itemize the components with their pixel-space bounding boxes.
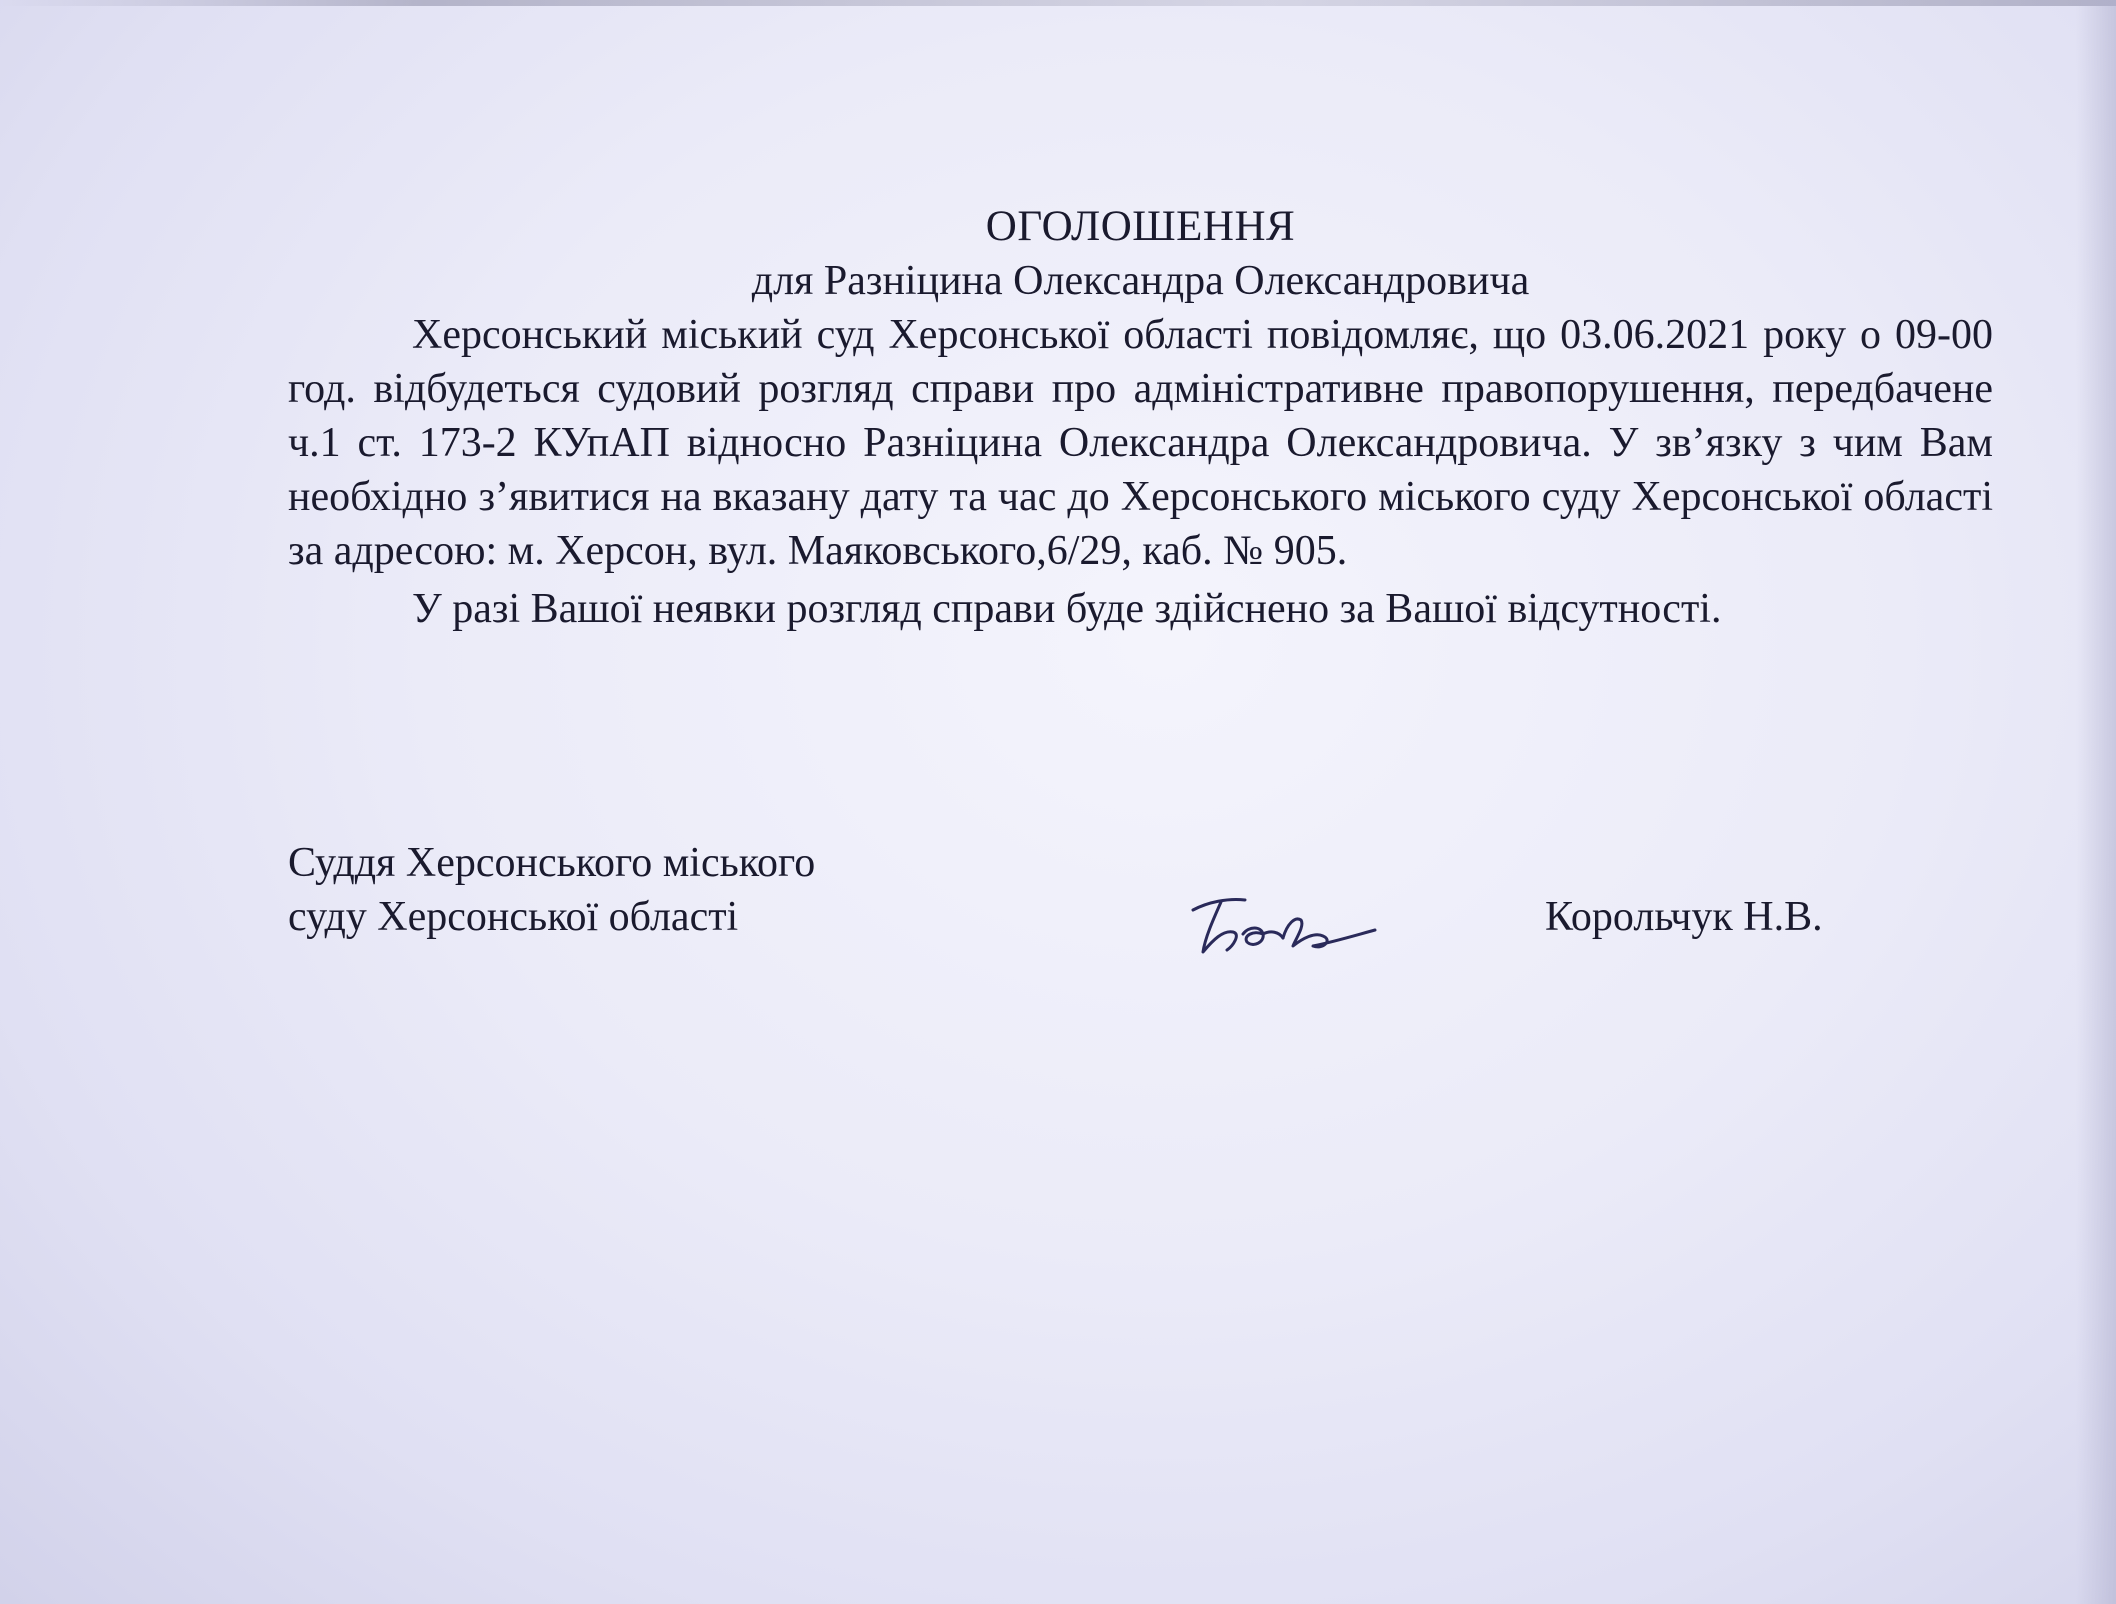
judge-role-line-2: суду Херсонської області [288, 894, 739, 940]
judge-role-line-1: Суддя Херсонського міського [288, 840, 816, 886]
signature-block [288, 836, 1993, 966]
handwritten-signature-icon [1183, 880, 1383, 970]
notice-addressee: для Разніцина Олександра Олександровича [751, 258, 1530, 304]
notice-paragraph-main: Херсонський міський суд Херсонської області повідомляє, що 03.06.2021 року о 09-00 год. відбудеться судовий розгляд справи про адміністративне правопорушення, передбачене ч.1 ст. 173-2 КУпАП відносно Разніцина Олександра Олександровича. У зв’язку з чим Вам необхідно з’явитися на вказану дату та час до Херсонського міського суду Херсонської області за адресою: м. Херсон, вул. Маяковського,6/29, каб. № 905. [288, 312, 1993, 574]
paper-right-shadow [2076, 0, 2116, 1604]
notice-document [288, 200, 1993, 636]
judge-role [288, 836, 988, 944]
paper-top-edge [0, 0, 2116, 6]
notice-paragraph-warning: У разі Вашої неявки розгляд справи буде здійснено за Вашої відсутності. [412, 586, 1722, 632]
judge-name: Корольчук Н.В. [1545, 894, 1823, 940]
notice-title: ОГОЛОШЕННЯ [985, 203, 1296, 250]
